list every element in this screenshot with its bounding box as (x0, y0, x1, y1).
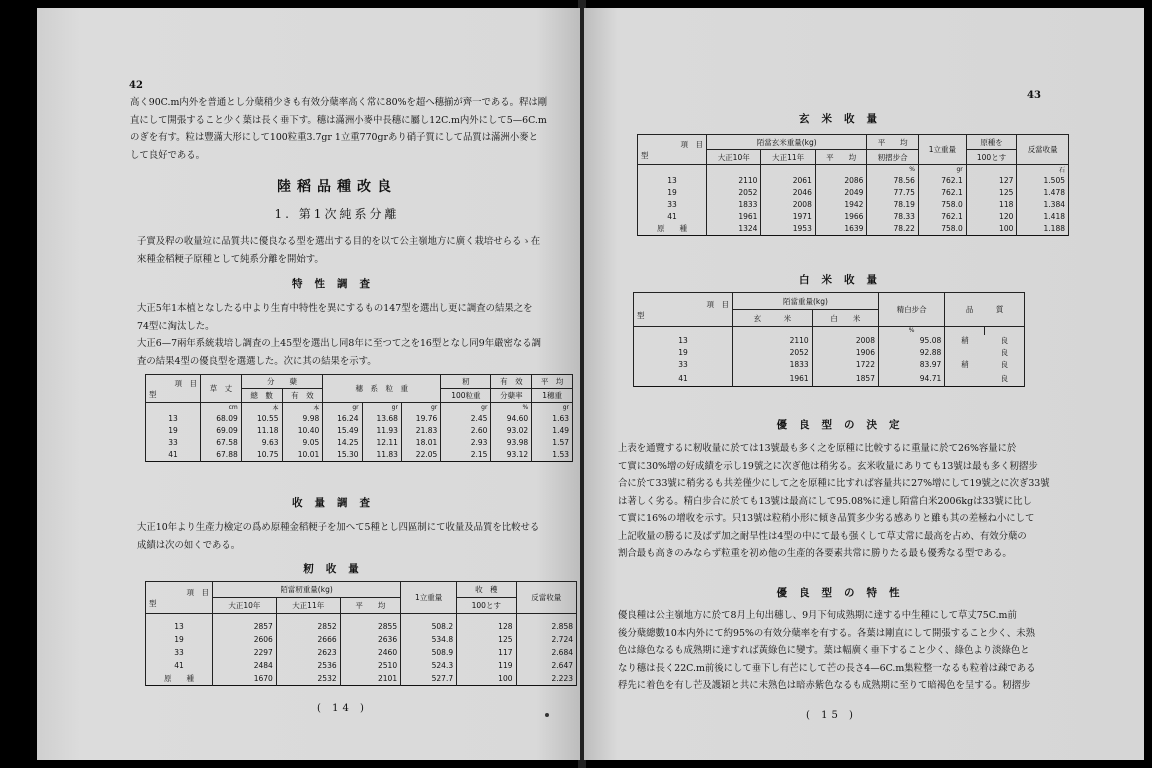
table-row (146, 646, 577, 659)
cell: 1906 (812, 347, 878, 359)
paddy-yield-table (145, 581, 577, 686)
cell: 2110 (707, 174, 761, 186)
text-line: は著しく劣る。精白步合に於ても13號は最高にして95.08%に達し陌當白米2006kgは33號に比し (618, 495, 1032, 507)
cell: 128 (457, 620, 516, 633)
cell: 良 (985, 359, 1025, 371)
unit: gr (441, 403, 491, 413)
page-footer-left: ( 14 ) (317, 703, 368, 714)
cell: 2061 (761, 174, 815, 186)
left-page (37, 8, 580, 760)
header-white-rice: 白 米 (812, 310, 878, 327)
header-item-type (638, 135, 707, 165)
cell: 2852 (276, 620, 340, 633)
subsection-title: 1. 第1次純系分離 (274, 207, 400, 221)
header-item: 項 目 (706, 299, 729, 309)
header-taisho-11: 大正11年 (276, 598, 340, 614)
header-field-yield: 反當收量 (1017, 135, 1069, 165)
units-row (634, 327, 1025, 335)
text-line: 合に於て33號に稍劣るも共差僅少にして之を原種に比すれば容量共に27%增にして19號之に次ぎ33號 (618, 478, 1050, 489)
cell: 11.18 (241, 424, 282, 436)
cell: 2857 (213, 620, 277, 633)
cell: 13 (634, 335, 733, 347)
cell: 1971 (761, 210, 815, 222)
cell: 92.88 (878, 347, 944, 359)
cell: 1.505 (1017, 174, 1069, 186)
text-line: 色は綠色なるも成熟期に達すれば黃綠色に變す。葉は幅廣く垂下すること少く、綠色より淡綠色と (618, 645, 1030, 656)
header-polishing-ratio: 精白步合 (878, 293, 944, 327)
cell: 762.1 (918, 210, 966, 222)
cell: 1961 (707, 210, 761, 222)
brown-rice-yield-table (637, 134, 1069, 236)
cell: 2666 (276, 633, 340, 646)
cell: 1.188 (1017, 222, 1069, 235)
cell: 33 (146, 436, 201, 448)
table-row (146, 448, 573, 461)
cell: 原 種 (146, 672, 213, 686)
cell: 118 (966, 198, 1017, 210)
sub-intro-paragraph (137, 233, 540, 268)
cell: 120 (966, 210, 1017, 222)
unit: gr (401, 403, 440, 413)
cell: 良 (985, 335, 1025, 347)
cell: 527.7 (401, 672, 457, 686)
table-row (638, 186, 1069, 198)
text-line: 上記收量の勝るに及ばず加之耐旱性は4型の中にて最も强くして草丈常に最高を占め、有效分蘖の (618, 530, 1027, 542)
header-tiller: 分 蘖 (241, 375, 323, 389)
text-line: 直にして開張すること少く葉は長く垂下す。穗は滿洲小麥中長穗に屬し12C.m内外にして5—6C.m (130, 114, 547, 126)
header-item-type (146, 375, 201, 403)
header-item: 項 目 (186, 587, 209, 597)
text-line: て實に30%增の好成績を示し19號之に次ぎ他は稍劣る。玄米收量にありても13號は最も多く籾摺步 (618, 460, 1038, 472)
table-row (146, 672, 577, 686)
cell: 41 (638, 210, 707, 222)
cell: 1670 (213, 672, 277, 686)
cell: 78.19 (867, 198, 919, 210)
cell: 93.12 (491, 448, 532, 461)
cell: 19 (146, 633, 213, 646)
text-line: 大正5年1本植となしたる中より生育中特性を異にするもの147型を選出し更に調査の結果之を (137, 303, 533, 314)
text-line: 74型に淘汰した。 (137, 320, 215, 332)
header-taisho-11: 大正11年 (761, 150, 815, 165)
cell: 1639 (815, 222, 867, 235)
header-quality: 品 質 (945, 293, 1025, 327)
cell: 67.58 (201, 436, 242, 448)
cell: 13 (638, 174, 707, 186)
cell: 2.647 (516, 659, 577, 672)
cell: 69.09 (201, 424, 242, 436)
cell: 95.08 (878, 335, 944, 347)
cell: 119 (457, 659, 516, 672)
header-liter-weight: 1立重量 (918, 135, 966, 165)
header-eff: 有 效 (282, 389, 323, 403)
cell: 10.40 (282, 424, 323, 436)
cell: 2008 (812, 335, 878, 347)
cell: 93.98 (491, 436, 532, 448)
text-line: 後分蘖總數10本内外にて約95%の有效分蘖率を有する。各葉は剛直にして開張すること少く、未熟 (618, 627, 1035, 639)
cell: 12.11 (362, 436, 401, 448)
cell: 508.9 (401, 646, 457, 659)
header-liter-weight: 1立重量 (401, 582, 457, 614)
cell: 10.75 (241, 448, 282, 461)
cell: 11.93 (362, 424, 401, 436)
cell: 2.45 (441, 412, 491, 424)
header-brown-rice: 玄 米 (733, 310, 813, 327)
cell: 2484 (213, 659, 277, 672)
cell: 2052 (707, 186, 761, 198)
cell: 41 (146, 448, 201, 461)
traits-paragraph (618, 607, 1036, 695)
cell: 1961 (733, 371, 813, 387)
cell: 100 (457, 672, 516, 686)
header-average: 平 均 (532, 375, 573, 389)
right-page (584, 8, 1144, 760)
heading-superior-type-traits: 優良型の特性 (776, 587, 912, 599)
cell: 13 (146, 620, 213, 633)
cell: 2101 (340, 672, 400, 686)
header-yield: 陌當玄米重量(kg) (707, 135, 867, 150)
cell: 1.418 (1017, 210, 1069, 222)
text-line: 來種金稻粳子原種として純系分離を開始す。 (137, 253, 324, 265)
cell: 508.2 (401, 620, 457, 633)
cell: 2.223 (516, 672, 577, 686)
cell: 19.76 (401, 412, 440, 424)
cell: 93.02 (491, 424, 532, 436)
cell: 2.15 (441, 448, 491, 461)
header-tiller-rate: 分蘖率 (491, 389, 532, 403)
header-type: 型 (641, 150, 649, 160)
cell: 稍 (945, 335, 985, 347)
heading-white-rice-yield: 白米收量 (799, 274, 889, 286)
unit: gr (323, 403, 362, 413)
cell: 117 (457, 646, 516, 659)
header-ratio: 收 穫 (457, 582, 516, 598)
header-yield: 陌當籾重量(kg) (213, 582, 401, 598)
cell: 原 種 (638, 222, 707, 235)
cell: 94.60 (491, 412, 532, 424)
cell: 2046 (761, 186, 815, 198)
cell: 13.68 (362, 412, 401, 424)
cell: 13 (146, 412, 201, 424)
cell: 良 (985, 347, 1025, 359)
characteristics-paragraph (137, 300, 541, 370)
cell: 良 (985, 371, 1025, 387)
header-grain: 籾 (441, 375, 491, 389)
text-line: 査の結果4型の優良型を選選した。次に其の結果を示す。 (137, 355, 377, 367)
table-row (638, 222, 1069, 235)
cell: 2110 (733, 335, 813, 347)
cell (945, 347, 985, 359)
unit: gr (918, 165, 966, 175)
cell: 2510 (340, 659, 400, 672)
units-row (638, 165, 1069, 175)
unit: 本 (241, 403, 282, 413)
cell: 22.05 (401, 448, 440, 461)
characteristics-table (145, 374, 573, 462)
header-height: 草 丈 (201, 375, 242, 403)
table-row (638, 210, 1069, 222)
units-row (146, 403, 573, 413)
unit: % (867, 165, 919, 175)
text-line: 子實及稈の收量竝に品質共に優良なる型を選出する目的を以て公主嶺地方に廣く栽培せらるゝ在 (137, 236, 541, 247)
cell: 1857 (812, 371, 878, 387)
cell: 1.63 (532, 412, 573, 424)
cell: 1833 (733, 359, 813, 371)
header-ratio: 原種を (966, 135, 1017, 150)
cell: 762.1 (918, 186, 966, 198)
unit: % (878, 327, 944, 335)
cell: 19 (638, 186, 707, 198)
text-line: のぎを有す。粒は豐滿大形にして100粒重3.7gr 1立重770grあり硝子質にして品質は滿洲小麥と (130, 132, 538, 143)
unit: gr (362, 403, 401, 413)
table-row (146, 659, 577, 672)
cell: 68.09 (201, 412, 242, 424)
cell: 2052 (733, 347, 813, 359)
cell: 1.49 (532, 424, 573, 436)
cell: 41 (634, 371, 733, 387)
table-row (634, 335, 1025, 347)
cell: 9.63 (241, 436, 282, 448)
cell: 1942 (815, 198, 867, 210)
cell: 1324 (707, 222, 761, 235)
cell: 33 (638, 198, 707, 210)
cell: 762.1 (918, 174, 966, 186)
cell: 1833 (707, 198, 761, 210)
cell: 2855 (340, 620, 400, 633)
text-line: 成績は次の如くである。 (137, 539, 241, 551)
header-field-yield: 反當收量 (516, 582, 577, 614)
cell: 1966 (815, 210, 867, 222)
ink-speck (545, 713, 549, 717)
cell: 127 (966, 174, 1017, 186)
table-row (638, 198, 1069, 210)
cell: 9.05 (282, 436, 323, 448)
cell: 125 (457, 633, 516, 646)
cell: 524.3 (401, 659, 457, 672)
cell: 18.01 (401, 436, 440, 448)
cell: 2606 (213, 633, 277, 646)
cell: 2460 (340, 646, 400, 659)
cell: 21.83 (401, 424, 440, 436)
cell: 2532 (276, 672, 340, 686)
cell: 19 (146, 424, 201, 436)
table-row (146, 436, 573, 448)
cell: 125 (966, 186, 1017, 198)
header-panicle-weight: 1穗重 (532, 389, 573, 403)
cell: 15.30 (323, 448, 362, 461)
cell: 9.98 (282, 412, 323, 424)
table-row (146, 412, 573, 424)
cell: 19 (634, 347, 733, 359)
cell: 2.60 (441, 424, 491, 436)
unit: gr (532, 403, 573, 413)
header-taisho-10: 大正10年 (213, 598, 277, 614)
text-line: て實に16%の增收を示す。只13號は粒稍小形に傾き品質多少劣る感ありと雖も其の差極ね小にして (618, 513, 1035, 524)
header-100-grain: 100粒重 (441, 389, 491, 403)
header-average: 平 均 (340, 598, 400, 614)
cell: 1.57 (532, 436, 573, 448)
unit: cm (201, 403, 242, 413)
header-average: 平 均 (815, 150, 867, 165)
superior-type-paragraph (618, 440, 1050, 563)
cell: 稍 (945, 359, 985, 371)
cell: 10.55 (241, 412, 282, 424)
cell: 83.97 (878, 359, 944, 371)
cell: 33 (634, 359, 733, 371)
unit: 本 (282, 403, 323, 413)
header-type: 型 (149, 389, 157, 399)
cell: 2636 (340, 633, 400, 646)
table-row (634, 359, 1025, 371)
cell: 15.49 (323, 424, 362, 436)
cell: 78.56 (867, 174, 919, 186)
unit: % (491, 403, 532, 413)
heading-yield-survey: 收量調査 (292, 497, 382, 509)
header-hull-avg: 平 均 (867, 135, 919, 150)
page-number-left: 42 (129, 80, 143, 91)
header-type: 型 (149, 598, 157, 608)
cell: 77.75 (867, 186, 919, 198)
text-line: 大正6—7兩年系統栽培し調査の上45型を選出し同8年に至つて之を16型となし同9年嚴密なる調 (137, 338, 541, 349)
section-title-upland-rice: 陸稻品種改良 (277, 179, 397, 195)
cell: 1953 (761, 222, 815, 235)
table-row (634, 371, 1025, 387)
text-line: 稃先に着色を有し芒及護穎と共に未熟色は暗赤紫色なるも成熟期に至りて暗褐色を呈する。籾摺步 (618, 680, 1031, 691)
header-yield: 陌當重量(kg) (733, 293, 879, 310)
cell: 2.684 (516, 646, 577, 659)
text-line: 高く90C.m内外を普通とし分蘖稍少きも有效分蘖率高く常に80%を超へ穗揃が齊一である。稈は剛 (130, 97, 548, 108)
cell: 2623 (276, 646, 340, 659)
cell: 2297 (213, 646, 277, 659)
page-footer-right: ( 15 ) (806, 710, 857, 721)
text-line: して良好である。 (130, 149, 206, 161)
table-row (146, 424, 573, 436)
cell: 14.25 (323, 436, 362, 448)
cell: 2008 (761, 198, 815, 210)
header-effective: 有 效 (491, 375, 532, 389)
cell: 2086 (815, 174, 867, 186)
yield-paragraph (137, 519, 539, 554)
header-taisho-10: 大正10年 (707, 150, 761, 165)
header-hulling-ratio: 籾摺步合 (867, 150, 919, 165)
header-total: 總 數 (241, 389, 282, 403)
cell: 33 (146, 646, 213, 659)
cell: 534.8 (401, 633, 457, 646)
cell: 16.24 (323, 412, 362, 424)
cell: 41 (146, 659, 213, 672)
unit: 石 (1017, 165, 1069, 175)
header-ratio-base: 100とす (966, 150, 1017, 165)
white-rice-yield-table (633, 292, 1025, 387)
heading-brown-rice-yield: 玄米收量 (799, 113, 889, 125)
cell: 10.01 (282, 448, 323, 461)
heading-paddy-yield: 籾收量 (303, 563, 371, 575)
cell: 1.478 (1017, 186, 1069, 198)
header-item: 項 目 (174, 378, 197, 388)
cell: 94.71 (878, 371, 944, 387)
header-ratio-base: 100とす (457, 598, 516, 614)
text-line: 上表を通覽するに籾收量に於ては13號最も多く之を原種に比較するに重量に於て26%容量に於 (618, 443, 1017, 454)
cell: 2536 (276, 659, 340, 672)
header-item-type (634, 293, 733, 327)
table-row (634, 347, 1025, 359)
header-type: 型 (637, 310, 645, 320)
cell: 78.22 (867, 222, 919, 235)
text-line: 割合最も高きのみならず粒重を初め他の生產的各要素共常に勝りたる最も優秀なる型である。 (618, 548, 1012, 559)
header-panicle: 穗 系 粒 重 (323, 375, 441, 403)
cell: 11.83 (362, 448, 401, 461)
header-item-type (146, 582, 213, 614)
heading-superior-type-decision: 優良型の決定 (776, 419, 912, 431)
table-row (146, 633, 577, 646)
intro-paragraph (130, 94, 547, 164)
table-row (638, 174, 1069, 186)
cell: 78.33 (867, 210, 919, 222)
table-row (146, 620, 577, 633)
cell: 2049 (815, 186, 867, 198)
page-number-right: 43 (1027, 90, 1041, 101)
text-line: なり穗は長く22C.m前後にして垂下し有芒にして芒の長さ4—6C.m集粒整一なるも粒着は疎である (618, 662, 1036, 674)
cell: 758.0 (918, 198, 966, 210)
cell (945, 371, 985, 387)
header-item: 項 目 (680, 139, 703, 149)
cell: 67.88 (201, 448, 242, 461)
cell: 2.93 (441, 436, 491, 448)
text-line: 優良種は公主嶺地方に於て8月上旬出穗し、9月下旬成熟期に達する中生種にして草丈75C.m前 (618, 610, 1017, 621)
cell: 1.384 (1017, 198, 1069, 210)
cell: 2.724 (516, 633, 577, 646)
cell: 1722 (812, 359, 878, 371)
heading-characteristics-survey: 特性調査 (292, 278, 382, 290)
cell: 2.858 (516, 620, 577, 633)
cell: 1.53 (532, 448, 573, 461)
text-line: 大正10年より生產力檢定の爲め原種金稻粳子を加へて5種とし四區制にて收量及品質を比較せる (137, 522, 540, 533)
cell: 100 (966, 222, 1017, 235)
cell: 758.0 (918, 222, 966, 235)
